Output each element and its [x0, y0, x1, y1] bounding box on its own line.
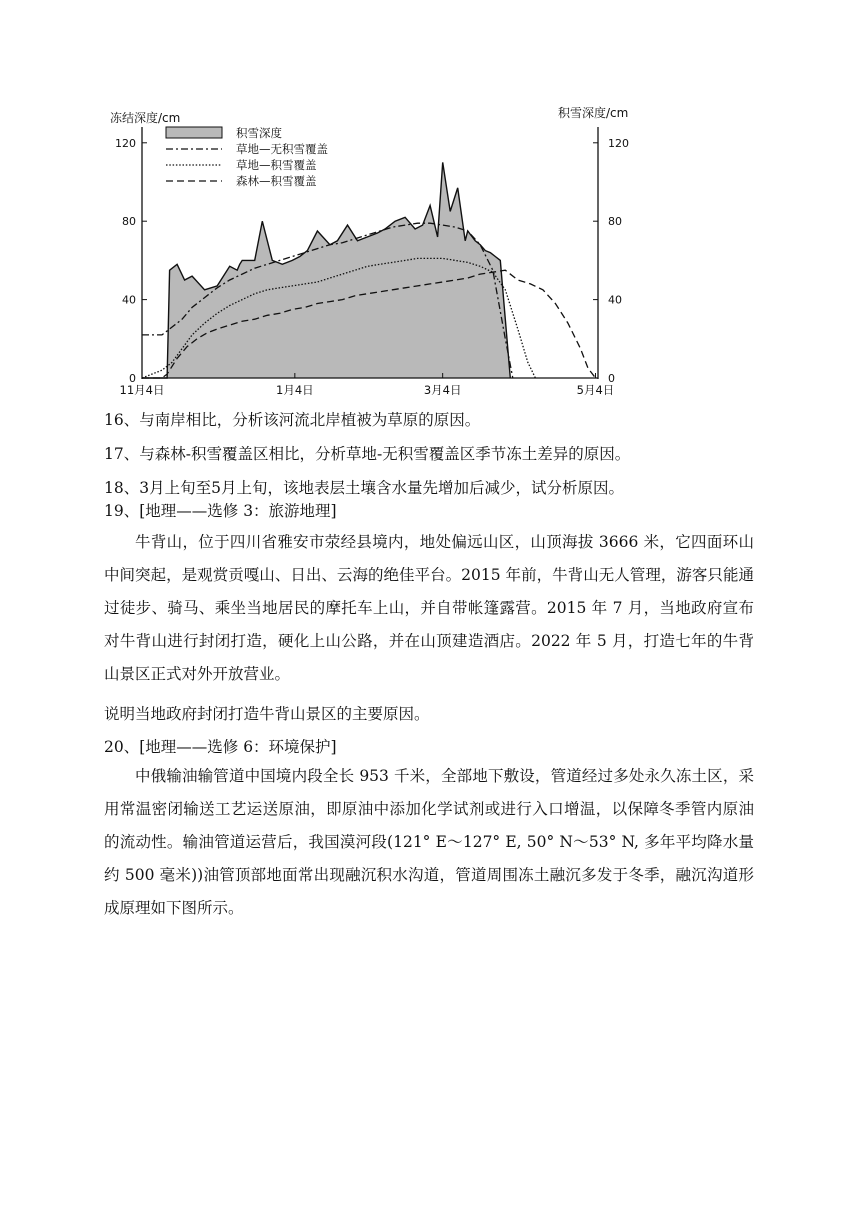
question-18: 18、3月上旬至5月上旬，该地表层土壤含水量先增加后减少，试分析原因。 [104, 479, 624, 497]
left-tick-label: 40 [122, 293, 136, 307]
question-19-passage [104, 526, 754, 691]
x-tick-label: 11月4日 [119, 383, 165, 397]
question-20-passage [104, 760, 754, 925]
question-16: 16、与南岸相比，分析该河流北岸植被为草原的原因。 [104, 411, 481, 429]
question-20-title: 20、[地理——选修 6：环境保护] [104, 738, 337, 756]
left-tick-label: 0 [129, 372, 136, 385]
passage-text: 中俄输油输管道中国境内段全长 953 千米，全部地下敷设，管道经过多处永久冻土区，采用常温密闭输送工艺运送原油，即原油中添加化学试剂或进行入口增温，以保障冬季管内原油的流动性。输油管道运营后，我国漠河段(121° E～127° E, 50° N～53° N, 多年平均降水量约 500 毫米))油管顶部地面常出现融沉积水沟道，管道周围冻土融沉多发于冬季，融沉沟道形成原理如下图所示。 [104, 767, 754, 917]
legend-swatch-area [166, 127, 222, 138]
legend-label: 积雪深度 [236, 126, 282, 140]
question-19-prompt: 说明当地政府封闭打造牛背山景区的主要原因。 [104, 705, 430, 723]
legend-label: 草地—积雪覆盖 [236, 158, 317, 172]
passage-text: 牛背山，位于四川省雅安市荥经县境内，地处偏远山区，山顶海拔 3666 米，它四面环山中间突起，是观赏贡嘎山、日出、云海的绝佳平台。2015 年前，牛背山无人管理，游客只能通过徒步、骑马、乘坐当地居民的摩托车上山，并自带帐篷露营。2015 年 7 月，当地政府宣布对牛背山进行封闭打造，硬化上山公路，并在山顶建造酒店。2022 年 5 月，打造七年的牛背山景区正式对外开放营业。 [104, 533, 754, 683]
right-tick-label: 80 [608, 215, 622, 229]
right-tick-label: 120 [608, 136, 629, 150]
legend [166, 126, 328, 188]
question-19-title: 19、[地理——选修 3：旅游地理] [104, 502, 337, 520]
plot-area [142, 162, 596, 378]
x-tick-label: 1月4日 [276, 383, 314, 397]
right-axis-label: 积雪深度/cm [558, 106, 629, 120]
left-tick-label: 120 [115, 136, 136, 150]
frozen-depth-chart [100, 100, 640, 405]
question-17: 17、与森林-积雪覆盖区相比，分析草地-无积雪覆盖区季节冻土差异的原因。 [104, 445, 631, 463]
x-tick-label: 5月4日 [576, 383, 615, 397]
x-tick-label: 3月4日 [423, 383, 462, 397]
legend-label: 森林—积雪覆盖 [236, 174, 317, 188]
right-tick-label: 40 [608, 293, 622, 307]
right-tick-label: 0 [608, 372, 615, 385]
left-axis-label: 冻结深度/cm [110, 111, 181, 125]
left-tick-label: 80 [122, 215, 136, 229]
legend-label: 草地—无积雪覆盖 [236, 142, 328, 156]
